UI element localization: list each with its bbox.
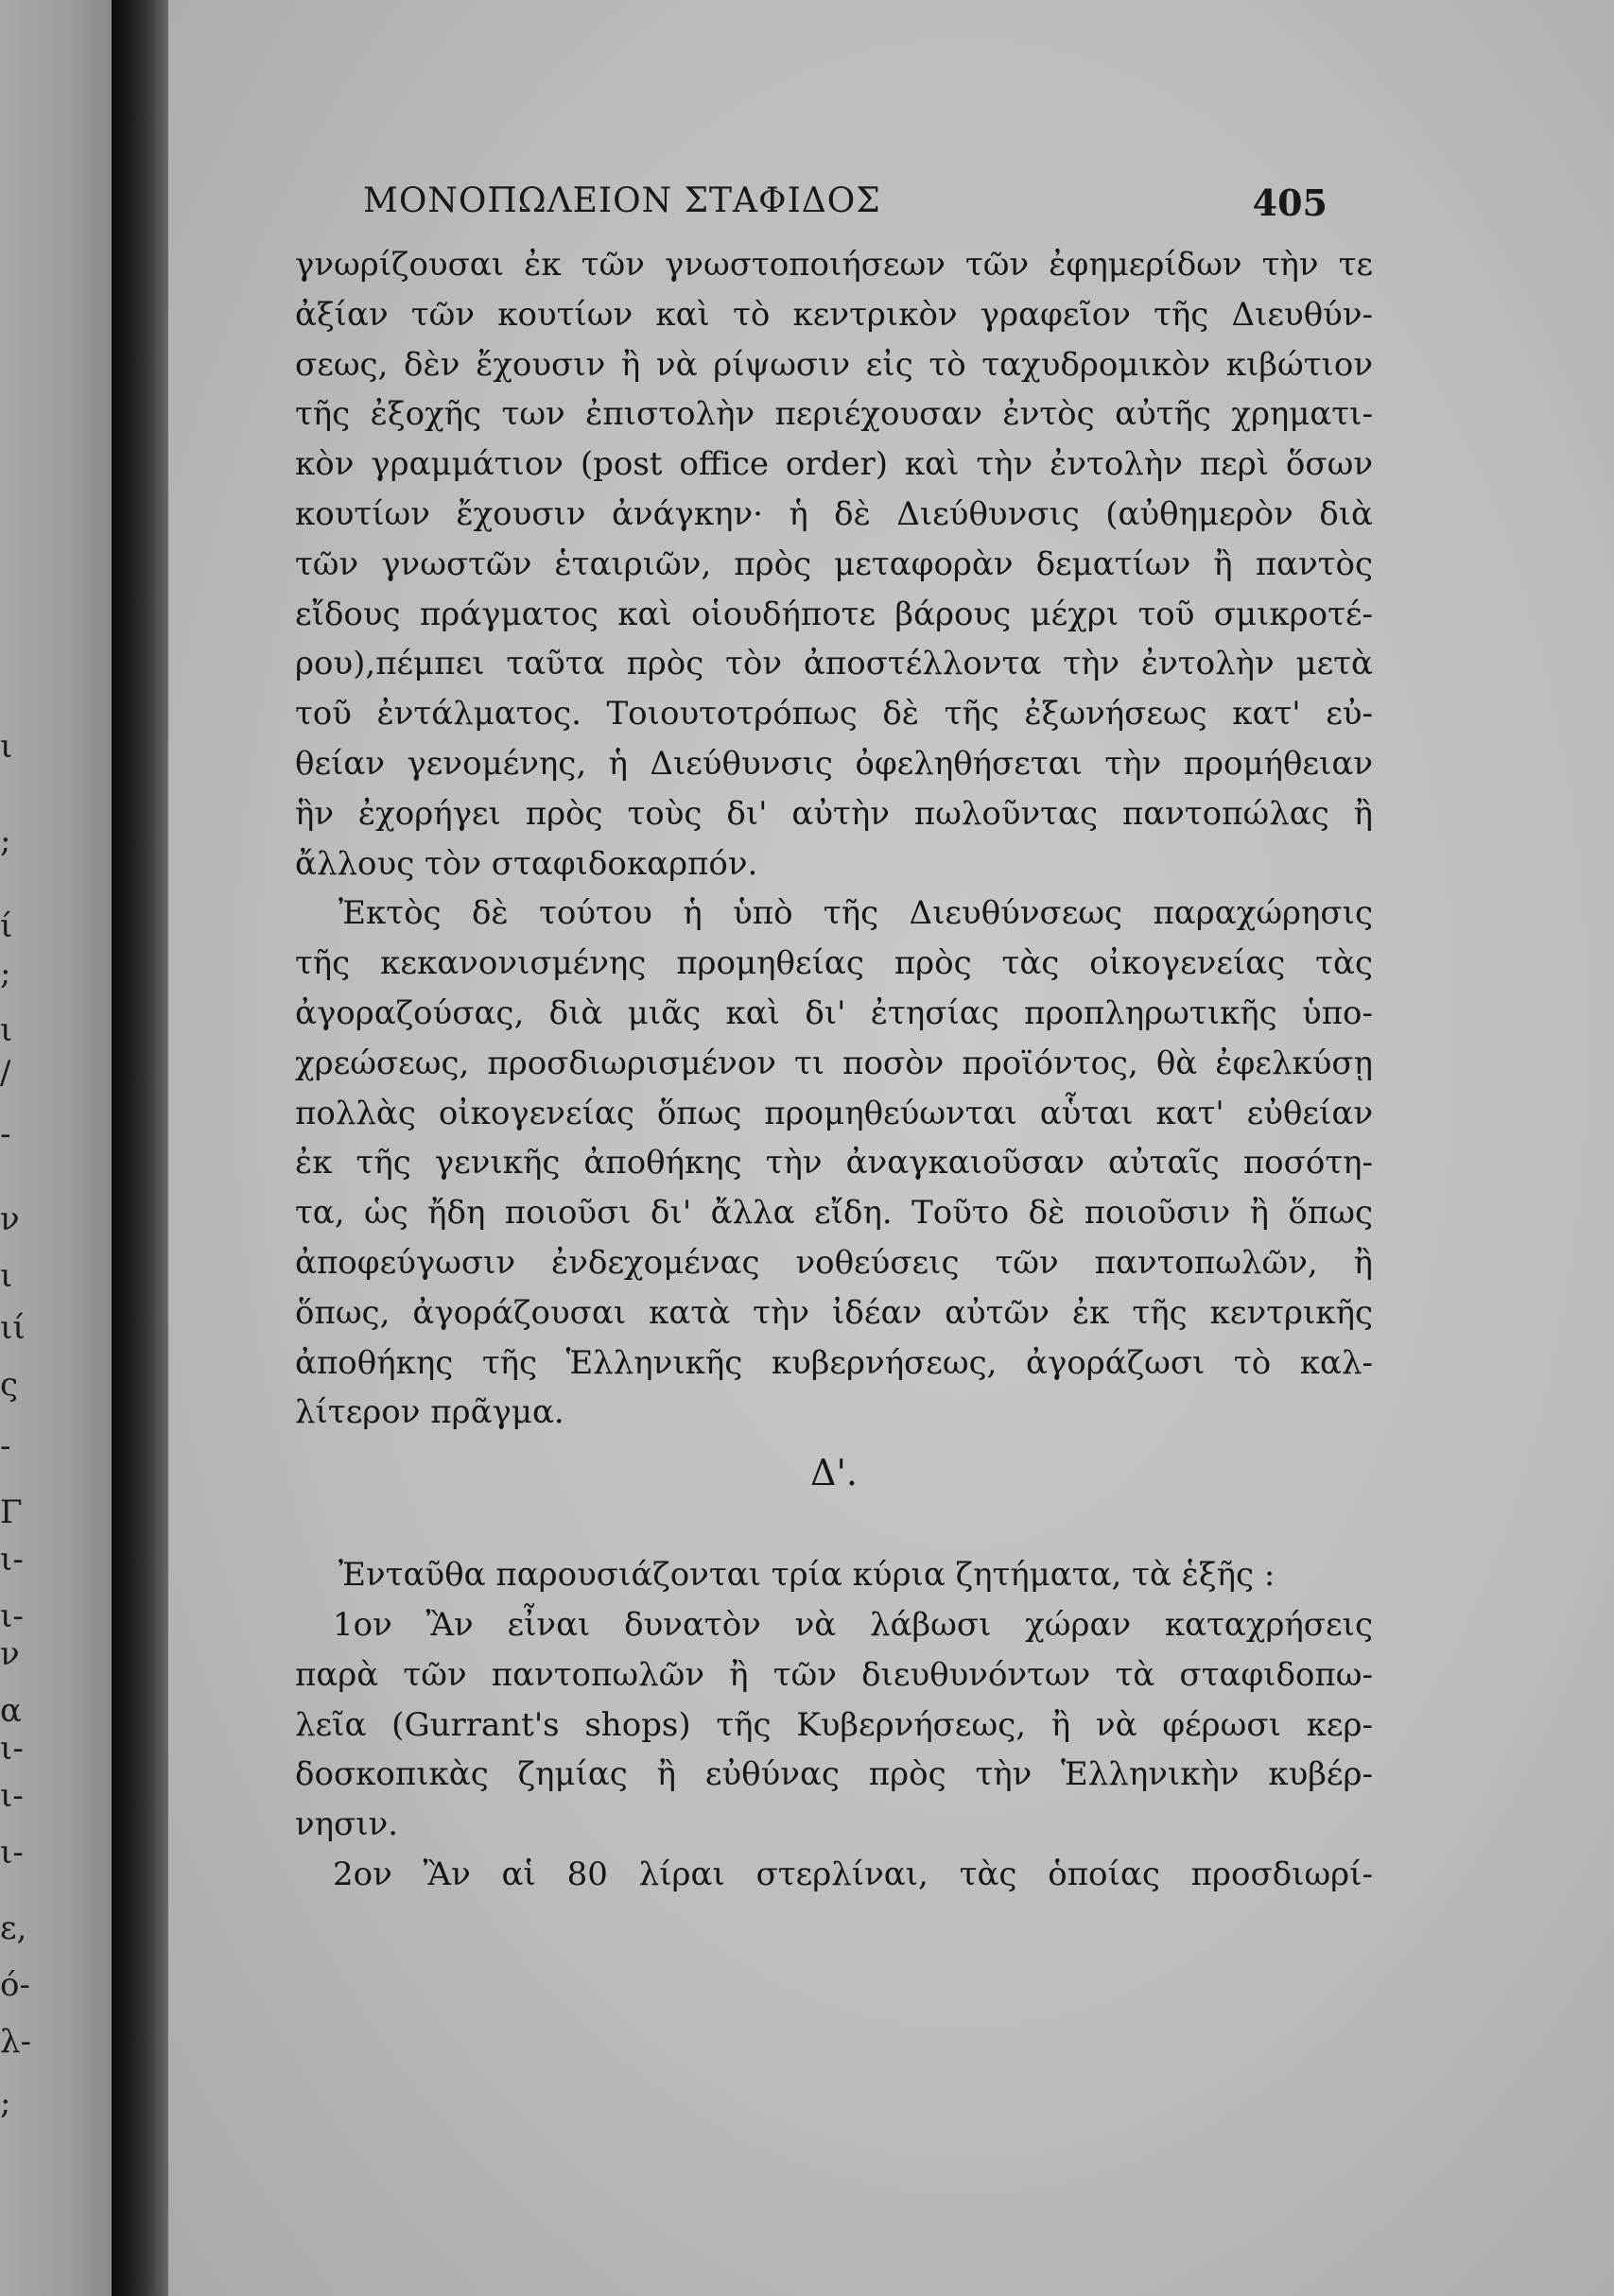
- text-line: ἀξίαν τῶν κουτίων καὶ τὸ κεντρικὸν γραφεῖον τῆς Διευθύν-: [295, 295, 1373, 334]
- facing-page-fragment: ;: [0, 2084, 11, 2122]
- facing-page-fragment: /: [0, 1054, 11, 1092]
- facing-page-fragment: ι-: [0, 1730, 24, 1768]
- facing-page-fragment: ιί: [0, 1309, 26, 1347]
- book-gutter: [112, 0, 168, 2296]
- facing-page-fragment: ι: [0, 1011, 13, 1049]
- text-line: τα, ὡς ἤδη ποιοῦσι δι' ἄλλα εἴδη. Τοῦτο δὲ ποιοῦσιν ἢ ὅπως: [295, 1194, 1373, 1233]
- facing-page-margin-text: [0, 0, 112, 2296]
- facing-page-fragment: ι-: [0, 1597, 24, 1635]
- text-line: ὅπως, ἀγοράζουσαι κατὰ τὴν ἰδέαν αὐτῶν ἐκ τῆς κεντρικῆς: [295, 1293, 1373, 1332]
- facing-page-fragment: Γ: [0, 1493, 23, 1531]
- facing-page-fragment: ό-: [0, 1966, 30, 2004]
- text-line: 1ον Ἂν εἶναι δυνατὸν νὰ λάβωσι χώραν καταχρήσεις: [333, 1605, 1373, 1644]
- text-line: πολλὰς οἰκογενείας ὅπως προμηθεύωνται αὗται κατ' εὐθείαν: [295, 1094, 1373, 1132]
- text-line: εἴδους πράγματος καὶ οἱουδήποτε βάρους μέχρι τοῦ σμικροτέ-: [295, 595, 1373, 633]
- facing-page-edge: [0, 0, 112, 2296]
- facing-page-fragment: ν: [0, 1200, 20, 1238]
- facing-page-fragment: λ-: [0, 2023, 32, 2061]
- page-number: 405: [1252, 181, 1328, 224]
- text-line: γνωρίζουσαι ἐκ τῶν γνωστοποιήσεων τῶν ἐφημερίδων τὴν τε: [295, 246, 1373, 284]
- page-body: [295, 240, 1373, 1900]
- text-line: τῆς κεκανονισμένης προμηθείας πρὸς τὰς οἰκογενείας τὰς: [295, 944, 1373, 983]
- facing-page-fragment: ι-: [0, 1834, 24, 1872]
- facing-page-fragment: ;: [0, 822, 11, 860]
- text-line: παρὰ τῶν παντοπωλῶν ἢ τῶν διευθυνόντων τὰ σταφιδοπω-: [295, 1655, 1373, 1694]
- text-line: σεως, δὲν ἔχουσιν ἢ νὰ ρίψωσιν εἰς τὸ ταχυδρομικὸν κιβώτιον: [295, 345, 1373, 384]
- text-line: δοσκοπικὰς ζημίας ἢ εὐθύνας πρὸς τὴν Ἑλληνικὴν κυβέρ-: [295, 1755, 1373, 1794]
- text-line: ἀποφεύγωσιν ἐνδεχομένας νοθεύσεις τῶν παντοπωλῶν, ἢ: [295, 1243, 1373, 1282]
- section-heading: Δ'.: [810, 1452, 858, 1494]
- facing-page-fragment: -: [0, 1115, 11, 1153]
- facing-page-fragment: ι-: [0, 1777, 24, 1815]
- text-line: νησιν.: [295, 1805, 399, 1844]
- text-line: κὸν γραμμάτιον (post office order) καὶ τὴν ἐντολὴν περὶ ὅσων: [295, 445, 1373, 484]
- text-line: λίτερον πρᾶγμα.: [295, 1393, 564, 1432]
- text-line: ρου),πέμπει ταῦτα πρὸς τὸν ἀποστέλλοντα τὴν ἐντολὴν μετὰ: [295, 645, 1373, 683]
- text-line: κουτίων ἔχουσιν ἀνάγκην· ἡ δὲ Διεύθυνσις (αὐθημερὸν διὰ: [295, 494, 1373, 533]
- text-line: Ἐνταῦθα παρουσιάζονται τρία κύρια ζητήματα, τὰ ἑξῆς :: [338, 1556, 1276, 1595]
- text-line: 2ον Ἂν αἱ 80 λίραι στερλίναι, τὰς ὁποίας προσδιωρί-: [333, 1855, 1373, 1893]
- text-line: ἣν ἐχορήγει πρὸς τοὺς δι' αὐτὴν πωλοῦντας παντοπώλας ἢ: [295, 794, 1373, 833]
- facing-page-fragment: ι: [0, 1257, 13, 1295]
- facing-page-fragment: ;: [0, 955, 11, 993]
- text-line: ἀγοραζούσας, διὰ μιᾶς καὶ δι' ἐτησίας προπληρωτικῆς ὑπο-: [295, 993, 1373, 1032]
- text-line: ἀποθήκης τῆς Ἑλληνικῆς κυβερνήσεως, ἀγοράζωσι τὸ καλ-: [295, 1343, 1373, 1382]
- text-line: Ἐκτὸς δὲ τούτου ἡ ὑπὸ τῆς Διευθύνσεως παραχώρησις: [338, 894, 1373, 933]
- facing-page-fragment: ς: [0, 1366, 19, 1404]
- text-line: ἄλλους τὸν σταφιδοκαρπόν.: [295, 844, 758, 883]
- facing-page-fragment: α: [0, 1692, 22, 1730]
- text-line: χρεώσεως, προσδιωρισμένον τι ποσὸν προϊόντος, θὰ ἐφελκύσῃ: [295, 1044, 1373, 1082]
- text-line: θείαν γενομένης, ἡ Διεύθυνσις ὀφεληθήσεται τὴν προμήθειαν: [295, 744, 1373, 783]
- text-line: τοῦ ἐντάλματος. Τοιουτοτρόπως δὲ τῆς ἐξωνήσεως κατ' εὐ-: [295, 695, 1373, 734]
- text-line: τῶν γνωστῶν ἑταιριῶν, πρὸς μεταφορὰν δεματίων ἢ παντὸς: [295, 544, 1373, 583]
- page-header: [363, 181, 1328, 238]
- running-head: ΜΟΝΟΠΩΛΕΙΟΝ ΣΤΑΦΙΔΟΣ: [363, 181, 881, 220]
- text-line: ἐκ τῆς γενικῆς ἀποθήκης τὴν ἀναγκαιοῦσαν αὐταῖς ποσότη-: [295, 1144, 1373, 1183]
- facing-page-fragment: ι-: [0, 1541, 24, 1579]
- facing-page-fragment: -: [0, 1427, 11, 1465]
- facing-page-fragment: ε,: [0, 1909, 27, 1947]
- text-line: τῆς ἐξοχῆς των ἐπιστολὴν περιέχουσαν ἐντὸς αὐτῆς χρηματι-: [295, 395, 1373, 434]
- facing-page-fragment: ι: [0, 728, 13, 766]
- facing-page-fragment: ν: [0, 1635, 20, 1673]
- spacer: [295, 1509, 1373, 1550]
- text-line: λεῖα (Gurrant's shops) τῆς Κυβερνήσεως, ἢ νὰ φέρωσι κερ-: [295, 1705, 1373, 1744]
- facing-page-fragment: ί: [0, 907, 13, 945]
